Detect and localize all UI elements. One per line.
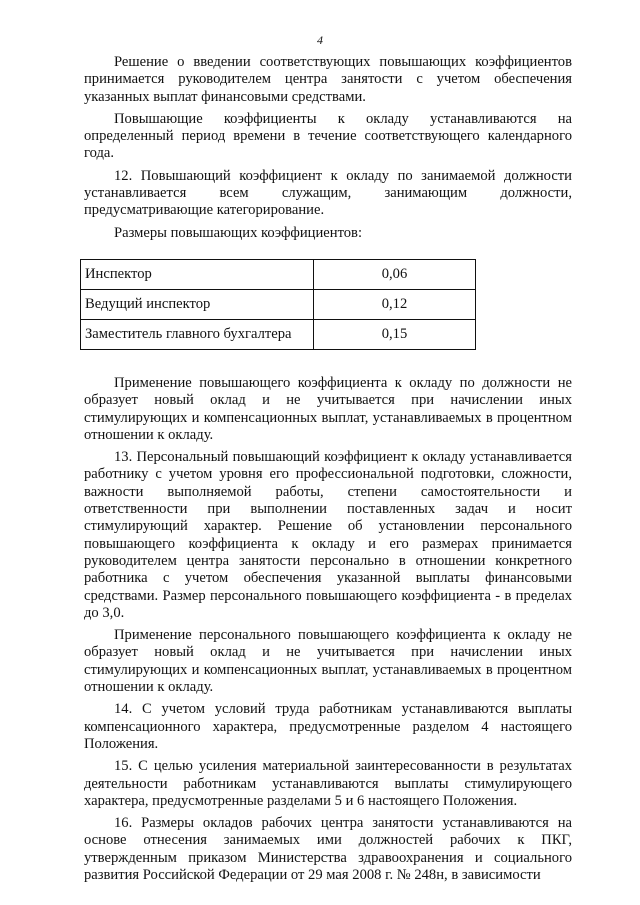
paragraph-coefficient-application: Применение повышающего коэффициента к окладу по должности не образует новый оклад и не учитывается при начислении иных стимулирующих и компенсационных выплат, устанавливаемых в процентном отношении к окладу. xyxy=(84,374,572,443)
paragraph-period: Повышающие коэффициенты к окладу устанавливаются на определенный период времени в течение соответствующего календарного года. xyxy=(84,110,572,162)
coefficient-cell: 0,12 xyxy=(314,289,476,319)
paragraph-personal-coefficient-application: Применение персонального повышающего коэффициента к окладу не образует новый оклад и не учитывается при начислении иных стимулирующих и компенсационных выплат, устанавливаемых в процентном отношении к окладу. xyxy=(84,627,572,696)
paragraph-item-12: 12. Повышающий коэффициент к окладу по занимаемой должности устанавливается всем служащим, занимающим должности, предусматривающие категорирование. xyxy=(84,167,572,219)
coefficient-cell: 0,06 xyxy=(314,259,476,289)
table-row xyxy=(81,289,476,319)
page-number: 4 xyxy=(317,33,323,47)
paragraph-item-16: 16. Размеры окладов рабочих центра занятости устанавливаются на основе отнесения занимаемых ими должностей рабочих к ПКГ, утвержденным приказом Министерства здравоохранения и социального развития Российской Федерации от 29 мая 2008 г. № 248н, в зависимости xyxy=(84,815,572,883)
position-cell: Ведущий инспектор xyxy=(81,289,314,319)
table-row xyxy=(81,319,476,349)
document-body xyxy=(84,54,572,889)
position-cell: Инспектор xyxy=(81,259,314,289)
coefficient-cell: 0,15 xyxy=(314,319,476,349)
position-cell: Заместитель главного бухгалтера xyxy=(81,319,314,349)
paragraph-item-14: 14. С учетом условий труда работникам устанавливаются выплаты компенсационного характера, предусмотренные разделом 4 настоящего Положения. xyxy=(84,701,572,752)
table-row xyxy=(81,259,476,289)
paragraph-item-15: 15. С целью усиления материальной заинтересованности в результатах деятельности работникам устанавливаются выплаты стимулирующего характера, предусмотренные разделами 5 и 6 настоящего Положения. xyxy=(84,758,572,809)
paragraph-table-caption: Размеры повышающих коэффициентов: xyxy=(114,224,363,241)
coefficient-table xyxy=(80,259,476,350)
paragraph-decision: Решение о введении соответствующих повышающих коэффициентов принимается руководителем центра занятости с учетом обеспечения указанных выплат финансовыми средствами. xyxy=(84,54,572,105)
paragraph-item-13: 13. Персональный повышающий коэффициент к окладу устанавливается работнику с учетом уровня его профессиональной подготовки, сложности, важности выполняемой работы, степени самостоятельности и ответственности при выполнении поставленных задач и носит стимулирующий характер. Решение об установлении персонального повышающего коэффициента к окладу и его размерах принимается руководителем центра занятости персонально в отношении конкретного работника с учетом обеспечения указанной выплаты финансовыми средствами. Размер персонального повышающего коэффициента - в пределах до 3,0. xyxy=(84,449,572,621)
